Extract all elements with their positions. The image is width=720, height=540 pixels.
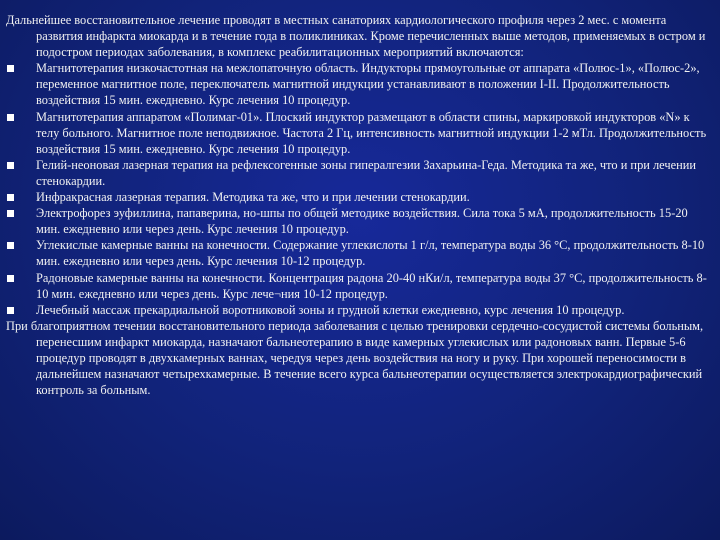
list-item [6, 205, 714, 237]
square-bullet-icon [7, 162, 14, 169]
list-item-text: Магнитотерапия аппаратом «Полимаг-01». Плоский индуктор размещают в области спины, маркировкой индукторов «N» к телу больного. Магнитное поле неподвижное. Частота 2 Гц, интенсивность магнитной индукции 1-2 мТл. Продолжительность воздействия 15 мин. ежедневно. Курс лечения 10 процедур. [36, 109, 707, 156]
square-bullet-icon [7, 275, 14, 282]
list-item-text: Гелий-неоновая лазерная терапия на рефлексогенные зоны гипералгезии Захарьина-Геда. Методика та же, что и при лечении стенокардии. [36, 157, 696, 188]
square-bullet-icon [7, 65, 14, 72]
list-item [6, 189, 714, 205]
list-item-text: Инфракрасная лазерная терапия. Методика та же, что и при лечении стенокардии. [36, 190, 470, 205]
square-bullet-icon [7, 194, 14, 201]
square-bullet-icon [7, 242, 14, 249]
list-item [6, 157, 714, 189]
list-item-text: Магнитотерапия низкочастотная на межлопаточную область. Индукторы прямоугольные от аппарата «Полюс-1», «Полюс-2», переменное магнитное поле, переключатель магнитной индукции устанавливают в положении I-II. Продолжительность воздействия 15 мин. ежедневно. Курс лечения 10 процедур. [36, 61, 700, 108]
square-bullet-icon [7, 114, 14, 121]
list-item [6, 60, 714, 108]
square-bullet-icon [7, 307, 14, 314]
list-item [6, 302, 714, 318]
outro-paragraph: При благоприятном течении восстановительного периода заболевания с целью тренировки сердечно-сосудистой системы больным, перенесшим инфаркт миокарда, назначают бальнеотерапию в виде камерных углекислых или радоновых ванн. Первые 5-6 процедур проводят в двухкамерных ваннах, чередуя через день воздействия на ногу и руку. При хорошей переносимости в дальнейшем назначают четырехкамерные. В течение всего курса бальнеотерапии осуществляется электрокардиографический контроль за больным. [6, 318, 704, 398]
treatment-list [6, 60, 714, 318]
square-bullet-icon [7, 210, 14, 217]
list-item [6, 270, 714, 302]
list-item [6, 109, 714, 157]
list-item-text: Электрофорез эуфиллина, папаверина, но-шпы по общей методике воздействия. Сила тока 5 мА, продолжительность 15-20 мин. ежедневно или через день. Курс лечения 10 процедур. [36, 206, 688, 237]
list-item [6, 237, 714, 269]
intro-paragraph: Дальнейшее восстановительное лечение проводят в местных санаториях кардиологического профиля через 2 мес. с момента развития инфаркта миокарда и в течение года в поликлиниках. Кроме перечисленных выше методов, применяемых в остром и подостром периодах заболевания, в комплекс реабилитационных мероприятий включаются: [6, 13, 706, 60]
list-item-text: Лечебный массаж прекардиальной воротниковой зоны и грудной клетки ежедневно, курс лечения 10 процедур. [36, 302, 625, 317]
list-item-text: Радоновые камерные ванны на конечности. Концентрация радона 20-40 нКи/л, температура воды 37 °С, продолжительность 8-10 мин. ежедневно или через день. Курс лече¬ния 10-12 процедур. [36, 270, 707, 301]
list-item-text: Углекислые камерные ванны на конечности. Содержание углекислоты 1 г/л, температура воды 36 °С, продолжительность 8-10 мин. ежедневно или через день. Курс лечения 10-12 процедур. [36, 238, 705, 269]
